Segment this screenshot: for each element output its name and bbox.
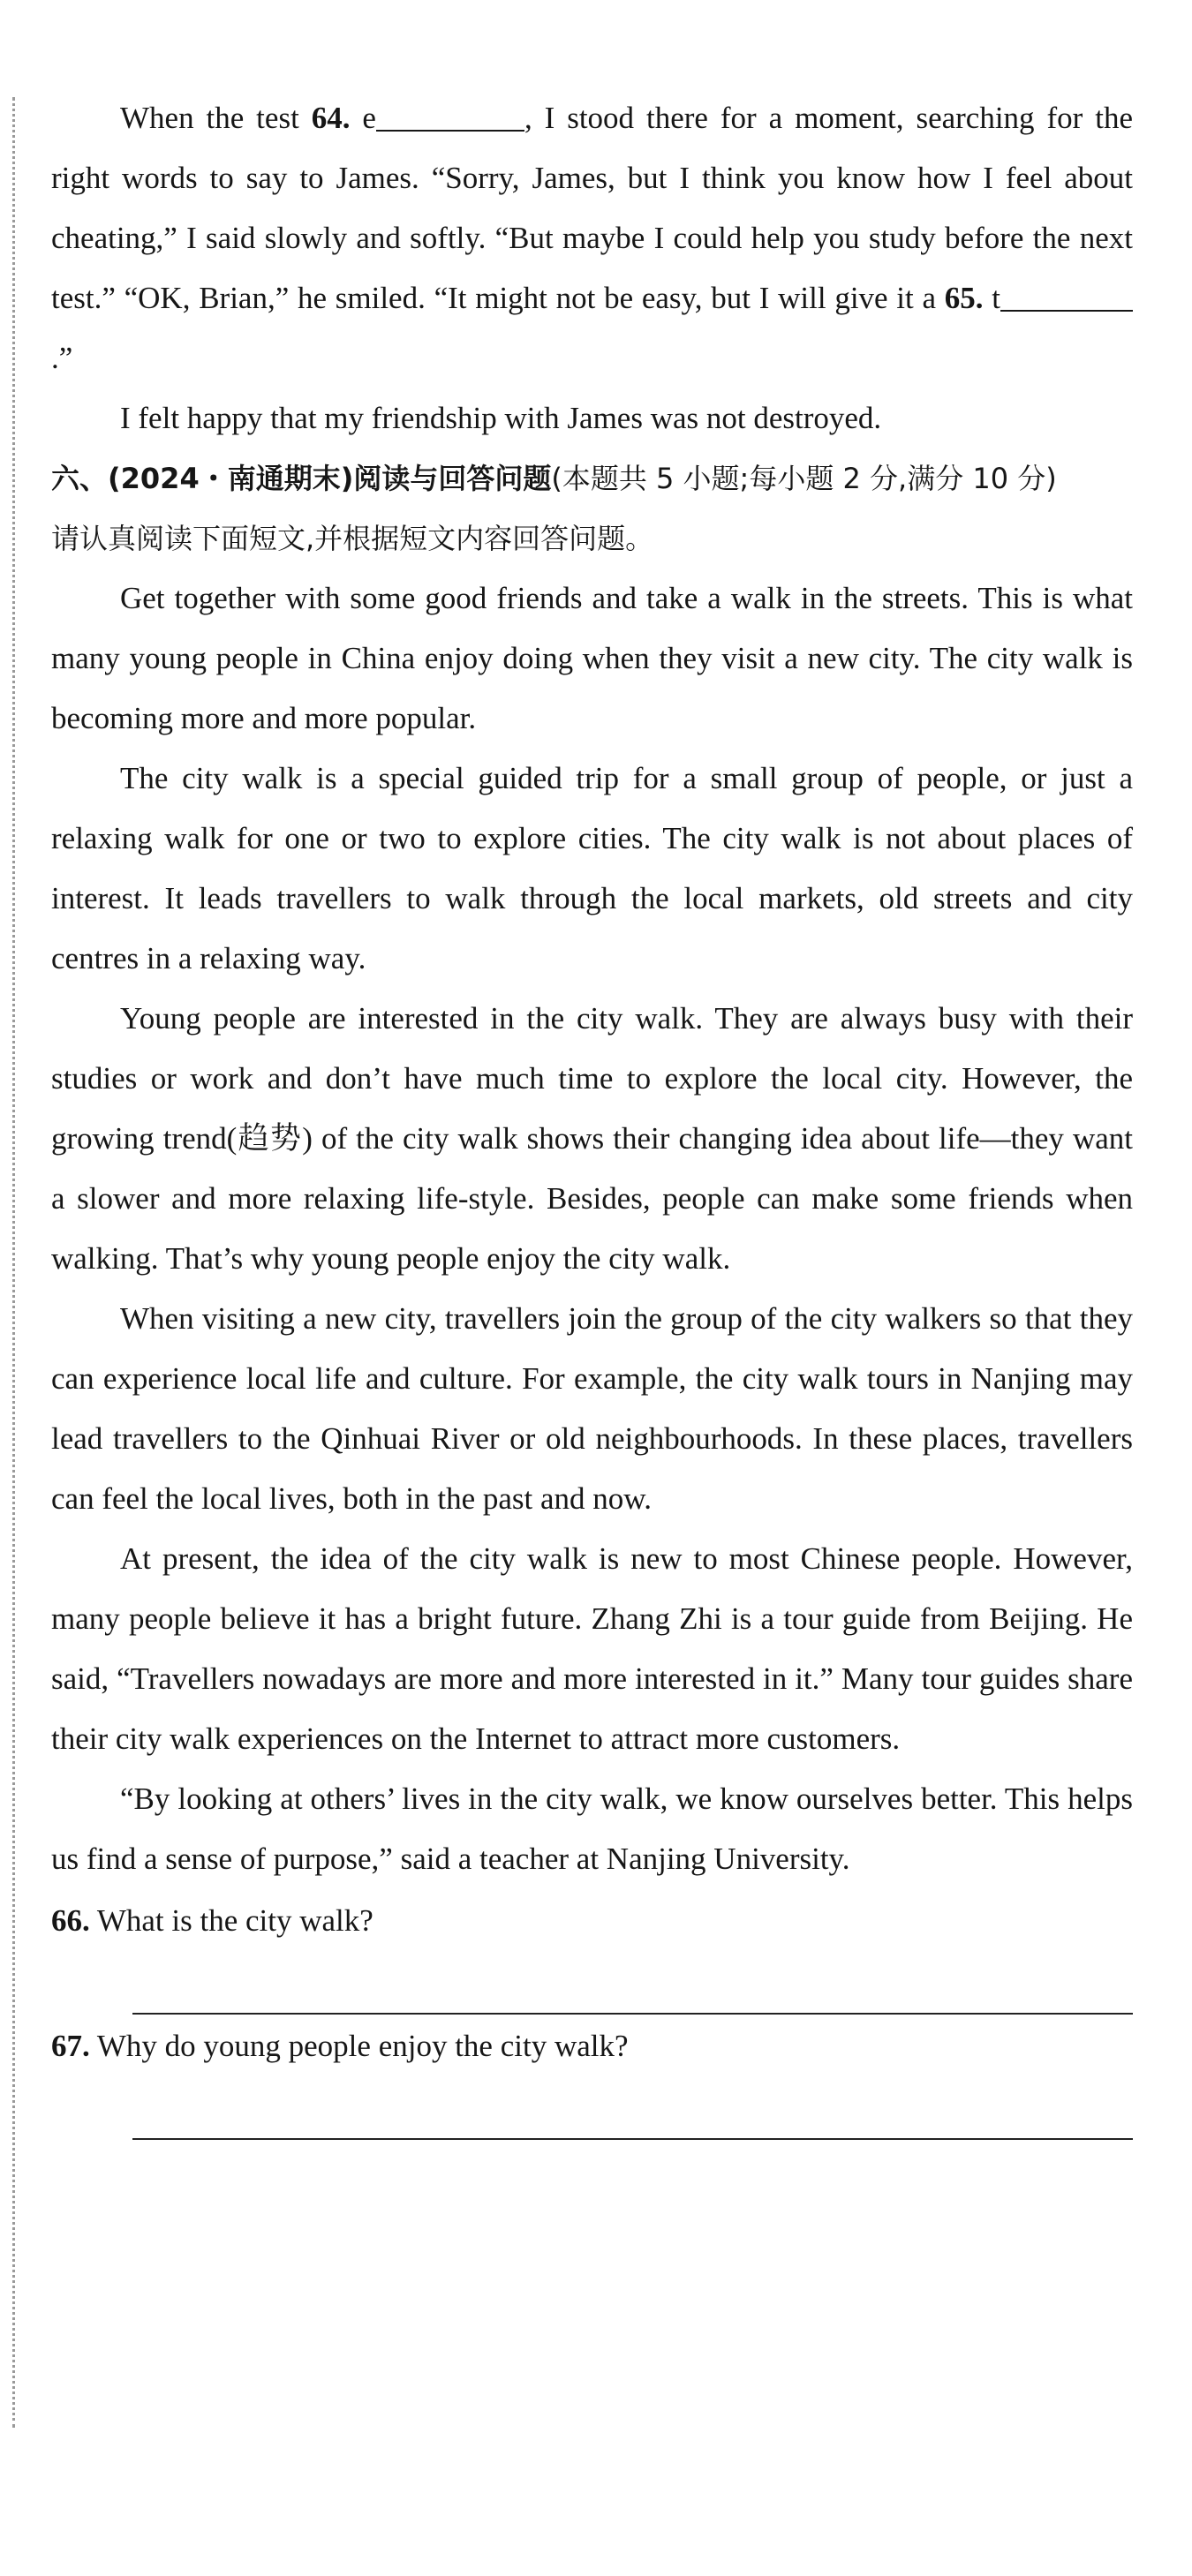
question-66 <box>51 1891 1133 1951</box>
passage-paragraph-3: Young people are interested in the city walk. They are always busy with their studies or work and don’t have much time to explore the local city. However, the growing trend(趋势) of the city walk shows their changing idea about life—they want a slower and more relaxing life-style. Besides, people can make some friends when walking. That’s why young people enjoy the city walk. <box>51 1001 1133 1276</box>
question-number: 67. <box>51 2029 90 2063</box>
question-number-64: 64. <box>311 101 351 135</box>
binding-margin-line <box>12 97 15 2428</box>
section-heading: 六、(2024・南通期末)阅读与回答问题(本题共 5 小题;每小题 2 分,满分 10 分) <box>51 462 1057 495</box>
question-number-65: 65. <box>944 281 984 315</box>
question-number: 66. <box>51 1903 90 1938</box>
passage-paragraph-6: “By looking at others’ lives in the city walk, we know ourselves better. This helps us find a sense of purpose,” said a teacher at Nanjing University. <box>51 1781 1133 1876</box>
prev-paragraph: When the test 64. e , I stood there for a moment, searching for the right words to say to James. “Sorry, James, but I think you know how I feel about cheating,” I said slowly and softly. “But maybe I could help you study before the next test.” “OK, Brian,” he smiled. “It might not be easy, but I will give it a 65. t.” <box>51 101 1133 375</box>
question-text: What is the city walk? <box>89 1903 373 1938</box>
answer-line-67[interactable] <box>132 2076 1133 2140</box>
blank-64[interactable] <box>376 100 524 132</box>
section-instruction: 请认真阅读下面短文,并根据短文内容回答问题。 <box>51 522 654 555</box>
passage-paragraph-4: When visiting a new city, travellers join the group of the city walkers so that they can experience local life and culture. For example, the city walk tours in Nanjing may lead travellers to the Qinhuai River or old neighbourhoods. In these places, travellers can feel the local lives, both in the past and now. <box>51 1301 1133 1516</box>
passage-paragraph-1: Get together with some good friends and take a walk in the streets. This is what many young people in China enjoy doing when they visit a new city. The city walk is becoming more and more popular. <box>51 581 1133 735</box>
answer-line-66[interactable] <box>132 1951 1133 2015</box>
worksheet-page <box>51 88 1133 2140</box>
passage-paragraph-2: The city walk is a special guided trip for a small group of people, or just a relaxing walk for one or two to explore cities. The city walk is not about places of interest. It leads travellers to walk through the local markets, old streets and city centres in a relaxing way. <box>51 761 1133 975</box>
passage-paragraph-5: At present, the idea of the city walk is new to most Chinese people. However, many people believe it has a bright future. Zhang Zhi is a tour guide from Beijing. He said, “Travellers nowadays are more and more interested in it.” Many tour guides share their city walk experiences on the Internet to attract more customers. <box>51 1541 1133 1756</box>
question-text: Why do young people enjoy the city walk? <box>89 2029 629 2063</box>
prev-paragraph-closing: I felt happy that my friendship with James was not destroyed. <box>120 401 882 435</box>
blank-65[interactable] <box>1000 280 1133 312</box>
question-67 <box>51 2016 1133 2076</box>
